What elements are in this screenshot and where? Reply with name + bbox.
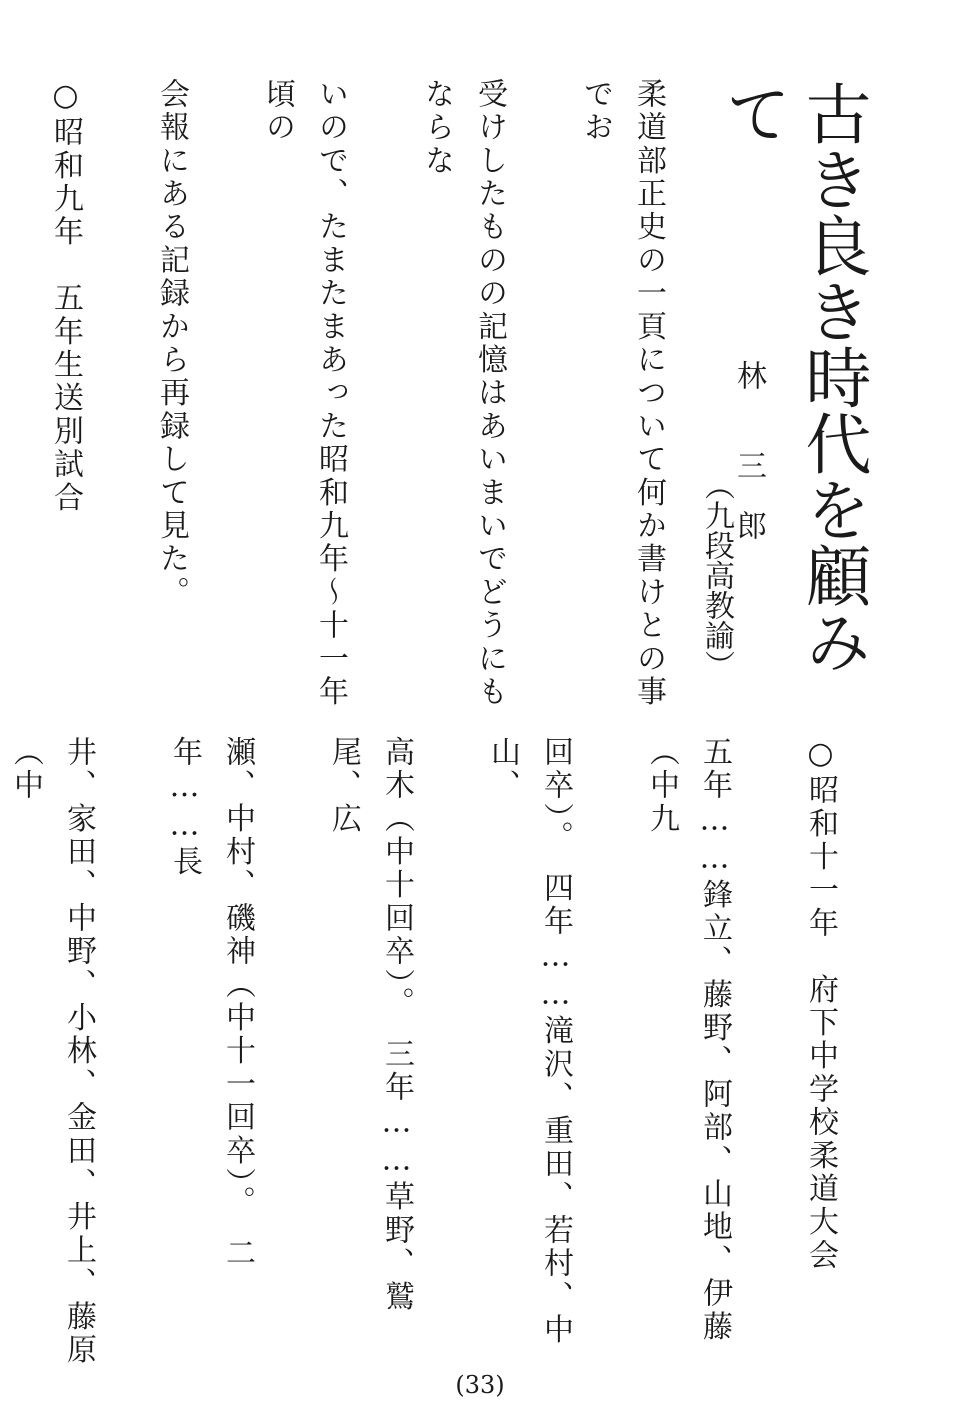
author-affiliation: （九段高教諭）	[699, 470, 734, 680]
text-line: 瀬、中村、磯神（中十一回卒）。 二年……長	[167, 736, 255, 1271]
body-text-top	[48, 78, 728, 718]
article-title: 古き良き時代を顧みて	[714, 80, 871, 674]
text-line: 受けしたものの記憶はあいまいでどうにもならな	[419, 78, 507, 709]
text-line: いので、たまたまあった昭和九年～十一年頃の	[260, 78, 348, 709]
body-text-bottom	[8, 736, 900, 1376]
text-line: 会報にある記録から再録して見た。	[154, 78, 189, 610]
text-line: 高木（中十回卒）。 三年……草野、鷲尾、広	[326, 736, 414, 1314]
text-line: ○昭和十一年 府下中学校柔道大会	[803, 736, 838, 1273]
page-number: (33)	[455, 1371, 505, 1399]
author-name: 林 三 郎	[731, 360, 766, 540]
text-line: 井、家田、中野、小林、金田、井上、藤原（中	[8, 736, 96, 1367]
text-line: 回卒）。 四年……滝沢、重田、若村、中山、	[485, 736, 573, 1347]
text-line: ○昭和九年 五年生送別試合	[48, 78, 83, 515]
text-line: 柔道部正史の一頁について何か書けとの事でお	[578, 78, 666, 709]
text-line: 五年……鋒立、藤野、阿部、山地、伊藤（中九	[644, 736, 732, 1344]
